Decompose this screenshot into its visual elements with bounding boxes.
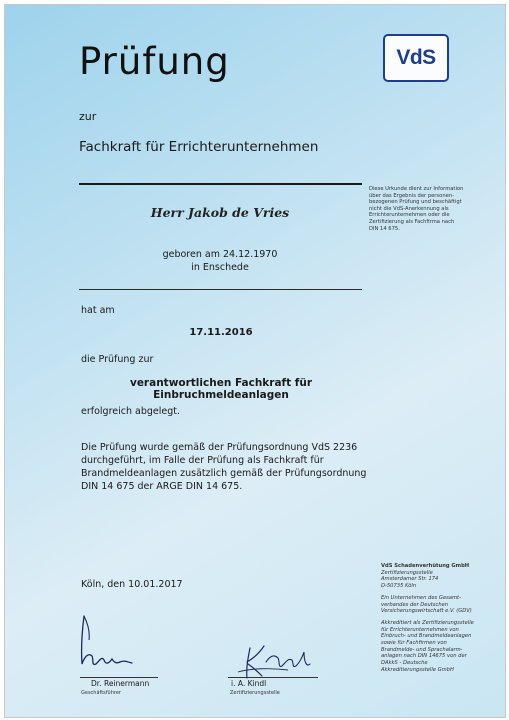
accreditation-line: Einbruch- und Brandmeldeanlagen — [381, 633, 472, 640]
signature-line-left — [80, 677, 158, 678]
note-line: durchgeführt, im Falle der Prüfung als Fachkraft für — [81, 455, 324, 466]
issuer-block — [381, 563, 499, 679]
accreditation-line: Akkreditiert als Zertifizierungsstelle — [381, 619, 474, 626]
signer-right-role: Zertifizierungsstelle — [230, 690, 280, 696]
side-note-line: Diese Urkunde dient zur Information — [369, 186, 464, 192]
signer-right-name: i. A. Kindl — [231, 679, 267, 688]
note-line: DIN 14 675 der ARGE DIN 14 675. — [81, 481, 243, 492]
note-line: Die Prüfung wurde gemäß der Prüfungsordnung VdS 2236 — [81, 442, 358, 453]
signature-line-right — [228, 677, 318, 678]
accreditation-line: Brandmelde- und Sprachalarm- — [381, 646, 463, 653]
birthplace-line: in Enschede — [191, 262, 249, 273]
birth-info — [80, 248, 360, 274]
issuer-line: D-50735 Köln — [381, 583, 417, 590]
membership-line: Versicherungswirtschaft e.V. (GDV) — [381, 608, 472, 615]
accreditation-line: für Errichterunternehmen von — [381, 626, 459, 633]
candidate-name: Herr Jakob de Vries — [150, 205, 290, 220]
membership-line: Ein Unternehmen des Gesamt- — [381, 594, 461, 601]
vds-logo: VdS — [383, 34, 449, 82]
side-note-line: über das Ergebnis der personen- — [369, 192, 454, 199]
accreditation-line: anlagen nach DIN 14675 von der — [381, 653, 467, 660]
middle-divider — [79, 289, 362, 290]
accreditation-line: DAkkS - Deutsche — [381, 660, 428, 667]
side-note-line: DIN 14 675. — [369, 225, 400, 232]
membership-line: verbandes der Deutschen — [381, 601, 449, 608]
certificate-title: Prüfung — [79, 40, 230, 83]
place-date: Köln, den 10.01.2017 — [81, 579, 183, 590]
accreditation-line: sowie für Fachfirmen von — [381, 640, 447, 647]
born-line: geboren am 24.12.1970 — [162, 249, 278, 260]
qualification-type: Fachkraft für Errichterunternehmen — [79, 139, 319, 155]
exam-date: 17.11.2016 — [189, 327, 253, 338]
signer-left-name: Dr. Reinermann — [91, 679, 150, 688]
side-note — [369, 186, 487, 232]
exam-regulation-note — [81, 441, 381, 493]
issuer-company: VdS Schadenverhütung GmbH — [381, 563, 470, 569]
note-line: Brandmeldeanlagen zusätzlich gemäß der Prüfungsordnung — [81, 468, 367, 479]
signature-left — [76, 612, 146, 677]
signer-left-role: Geschäftsführer — [81, 690, 121, 696]
side-note-line: Zertifizierung als Fachfirma nach — [369, 218, 455, 225]
specialization: verantwortlichen Fachkraft für Einbruchmeldeanlagen — [129, 377, 313, 401]
side-note-line: Errichterunternehmen oder die — [369, 212, 450, 219]
side-note-line: nicht die VdS-Anerkennung als — [369, 205, 449, 212]
die-pruefung-zur-label: die Prüfung zur — [81, 354, 154, 365]
zur-label: zur — [79, 110, 97, 123]
result-text: erfolgreich abgelegt. — [81, 406, 181, 417]
hat-am-label: hat am — [81, 305, 115, 316]
top-divider — [79, 183, 362, 185]
issuer-line: Amsterdamer Str. 174 — [381, 576, 439, 583]
issuer-line: Zertifizierungsstelle — [381, 569, 433, 576]
accreditation-line: Akkreditierungsstelle GmbH — [381, 666, 454, 673]
side-note-line: bezogenen Prüfung und beschäftigt — [369, 199, 462, 206]
